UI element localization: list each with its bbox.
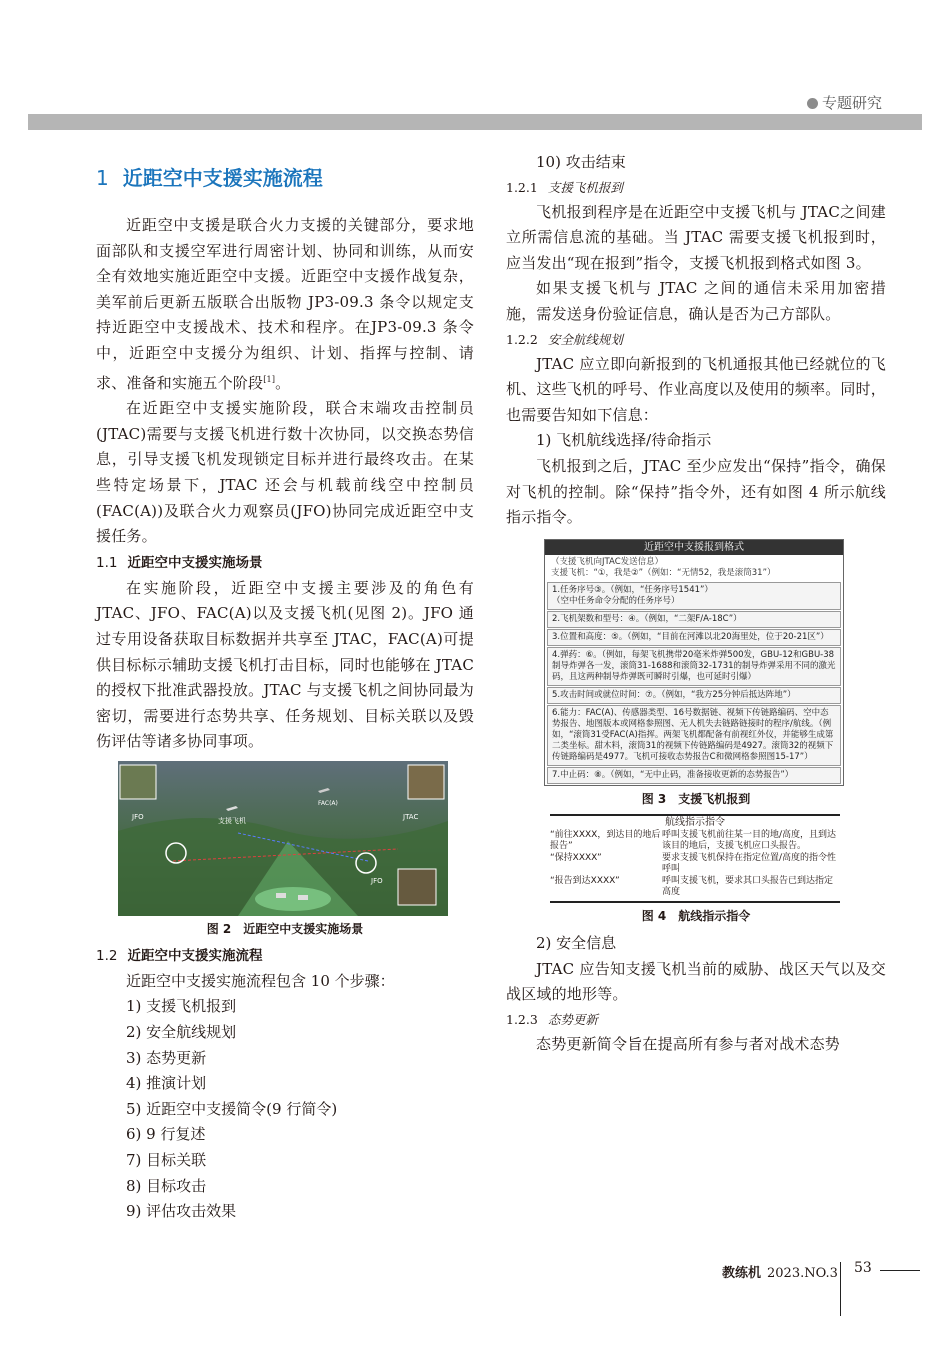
paragraph: 飞机报到程序是在近距空中支援飞机与 JTAC之间建立所需信息流的基础。当 JTAC 需要支援飞机报到时，应当发出“现在报到”指令，支援飞机报到格式如图 3。	[506, 202, 886, 272]
subsection-1-2-1-title: 1.2.1 支援飞机报到	[506, 179, 623, 195]
command-row: “报告到达XXXX” 呼叫支援飞机，要求其口头报告已到达指定高度	[550, 876, 834, 897]
figure-3-title: 近距空中支援报到格式	[545, 540, 843, 555]
step-item: 10) 攻击结束	[536, 153, 626, 171]
subsection-1-2-3-title: 1.2.3 态势更新	[506, 1012, 598, 1027]
step-item: 2) 安全航线规划	[126, 1023, 237, 1042]
right-column	[506, 150, 886, 1058]
footer-magazine: 教练机 2023.NO.3	[722, 1266, 838, 1281]
vehicle-icon	[298, 895, 308, 900]
section-tag: 专题研究	[807, 92, 882, 113]
figure-3-caption: 图 3 支援飞机报到	[641, 791, 751, 806]
format-row: 3.位置和高度：⑤。（例如，“目前在河滩以北20海里处，位于20-21区”）	[547, 629, 841, 646]
figure-3-checkin-format	[544, 539, 844, 786]
left-column	[96, 150, 474, 1225]
command-row: “保持XXXX” 要求支援飞机保持在指定位置/高度的指令性呼叫	[550, 853, 837, 874]
format-row: 6.能力：FAC(A)、传感器类型、16号数据链、视频下传链路编码、空中态势报告、地图版本或网格参照图、无人机失去链路链接时的程序/航线。（例如，“滚筒31受FAC(A)指挥。两架飞机都配备有前视红外仪，并能够生成第二类坐标。甜木料，滚筒31的视频下传链路编码是4927。滚筒32的视频下传链路编码是4977。飞机可接收态势报告C和微网格参照图15-17”）	[547, 705, 841, 766]
footer-rule	[880, 1270, 920, 1271]
step-item: 1) 支援飞机报到	[126, 997, 237, 1016]
subsection-1-2-title: 1.2 近距空中支援实施流程	[96, 947, 263, 964]
vehicle-icon	[276, 893, 286, 898]
paragraph: JTAC 应告知支援飞机当前的威胁、战区天气以及交战区域的地形等。	[506, 959, 886, 1004]
paragraph: 在实施阶段，近距空中支援主要涉及的角色有JTAC、JFO、FAC(A)以及支援飞机(见图 2)。JFO 通过专用设备获取目标数据并共享至 JTAC，FAC(A)可提供目标标示辅助支援飞机打击目标，同时也能够在 JTAC 的授权下批准武器投放。JTAC 与支援飞机之间协同最为密切，需要进行态势共享、任务规划、目标关联以及毁伤评估等诸多协同事项。	[96, 578, 474, 751]
bullet-icon	[807, 98, 818, 109]
step-item: 4) 推演计划	[126, 1074, 207, 1093]
figure-2-caption: 图 2 近距空中支援实施场景	[206, 921, 364, 936]
paragraph: JTAC 应立即向新报到的飞机通报其他已经就位的飞机、这些飞机的呼号、作业高度以及使用的频率。同时，也需要告知如下信息：	[506, 354, 887, 424]
paragraph: 态势更新简令旨在提高所有参与者对战术态势	[536, 1035, 841, 1053]
list-item: 1) 飞机航线选择/待命指示	[536, 431, 712, 450]
footer-divider	[840, 1262, 841, 1316]
paragraph: 在近距空中支援实施阶段，联合末端攻击控制员(JTAC)需要与支援飞机进行数十次协同，以交换态势信息，引导支援飞机发现锁定目标并进行最终攻击。在某些特定场景下，JTAC 还会与机载前线空中控制员(FAC(A))及联合火力观察员(JFO)协同完成近距空中支援任务。	[96, 399, 474, 546]
header-bar	[28, 114, 922, 130]
page-number: 53	[854, 1260, 872, 1276]
step-item: 7) 目标关联	[126, 1151, 207, 1170]
paragraph: 如果支援飞机与 JTAC 之间的通信未采用加密措施，需发送身份验证信息，确认是否为己方部队。	[506, 279, 886, 323]
step-item: 3) 态势更新	[126, 1048, 207, 1067]
step-item: 6) 9 行复述	[126, 1125, 206, 1144]
citation: [1]	[263, 374, 276, 384]
faca-label: FAC(A)	[318, 799, 338, 807]
list-item: 2) 安全信息	[536, 934, 617, 953]
format-row: 4.弹药：⑥。（例如，每架飞机携带20毫米炸弹500发，GBU-12和GBU-38制导炸弹各一发，滚筒31-1688和滚筒32-1731的制导炸弹采用不同的激光码，且这两种制导炸弹既可瞬时引爆，也可延时引爆）	[547, 647, 841, 686]
format-row: 1.任务序号③。（例如，“任务序号1541”） （空中任务命令分配的任务序号）	[547, 582, 841, 610]
step-item: 9) 评估攻击效果	[126, 1202, 237, 1221]
format-row: 2.飞机架数和型号：④。（例如，“二架F/A-18C”）	[547, 611, 841, 628]
figure-4-title: 航线指示指令	[665, 816, 725, 828]
paragraph: 近距空中支援是联合火力支援的关键部分，要求地面部队和支援空军进行周密计划、协同和训练，从而安全有效地实施近距空中支援。近距空中支援作战复杂，美军前后更新五版联合出版物 JP3-09.3 条令以规定支持近距空中支援战术、技术和程序。在JP3-09.3 条令中，近距空中支援分为组织、计划、指挥与控制、请求、准备和实施五个阶段[1]。	[96, 216, 474, 392]
section-1-title: 1 近距空中支援实施流程	[96, 166, 323, 190]
figure-4-route-commands	[550, 814, 840, 904]
subsection-1-1-title: 1.1 近距空中支援实施场景	[96, 554, 263, 571]
command-row: “前往XXXX，到达目的地后报告” 呼叫支援飞机前往某一目的地/高度，且到达该目的地后，支援飞机应口头报告。	[550, 830, 837, 851]
jfo2-label: JFO	[371, 876, 383, 885]
figure-3-intro: （支援飞机向JTAC发送信息） 支援飞机：“①，我是②”（例如：“无情52，我是滚筒31”）	[551, 556, 776, 578]
format-row: 5.攻击时间或就位时间：⑦。（例如，“我方25分钟后抵达阵地”）	[547, 687, 841, 704]
step-item: 8) 目标攻击	[126, 1176, 207, 1195]
jtac-label: JTAC	[403, 812, 419, 821]
jfo-label: JFO	[132, 812, 144, 821]
step-item: 5) 近距空中支援简令(9 行简令)	[126, 1099, 338, 1118]
paragraph: 飞机报到之后，JTAC 至少应发出“保持”指令，确保对飞机的控制。除“保持”指令外，还有如图 4 所示航线指示指令。	[506, 456, 886, 527]
figure-4-caption: 图 4 航线指示指令	[641, 909, 751, 924]
format-row: 7.中止码：⑧。（例如，“无中止码，准备接收更新的态势报告”）	[547, 767, 841, 784]
paragraph: 近距空中支援实施流程包含 10 个步骤：	[126, 971, 395, 990]
subsection-1-2-2-title: 1.2.2 安全航线规划	[506, 331, 623, 347]
support-aircraft-label: 支援飞机	[218, 816, 246, 825]
figure-2-scene	[118, 761, 448, 916]
